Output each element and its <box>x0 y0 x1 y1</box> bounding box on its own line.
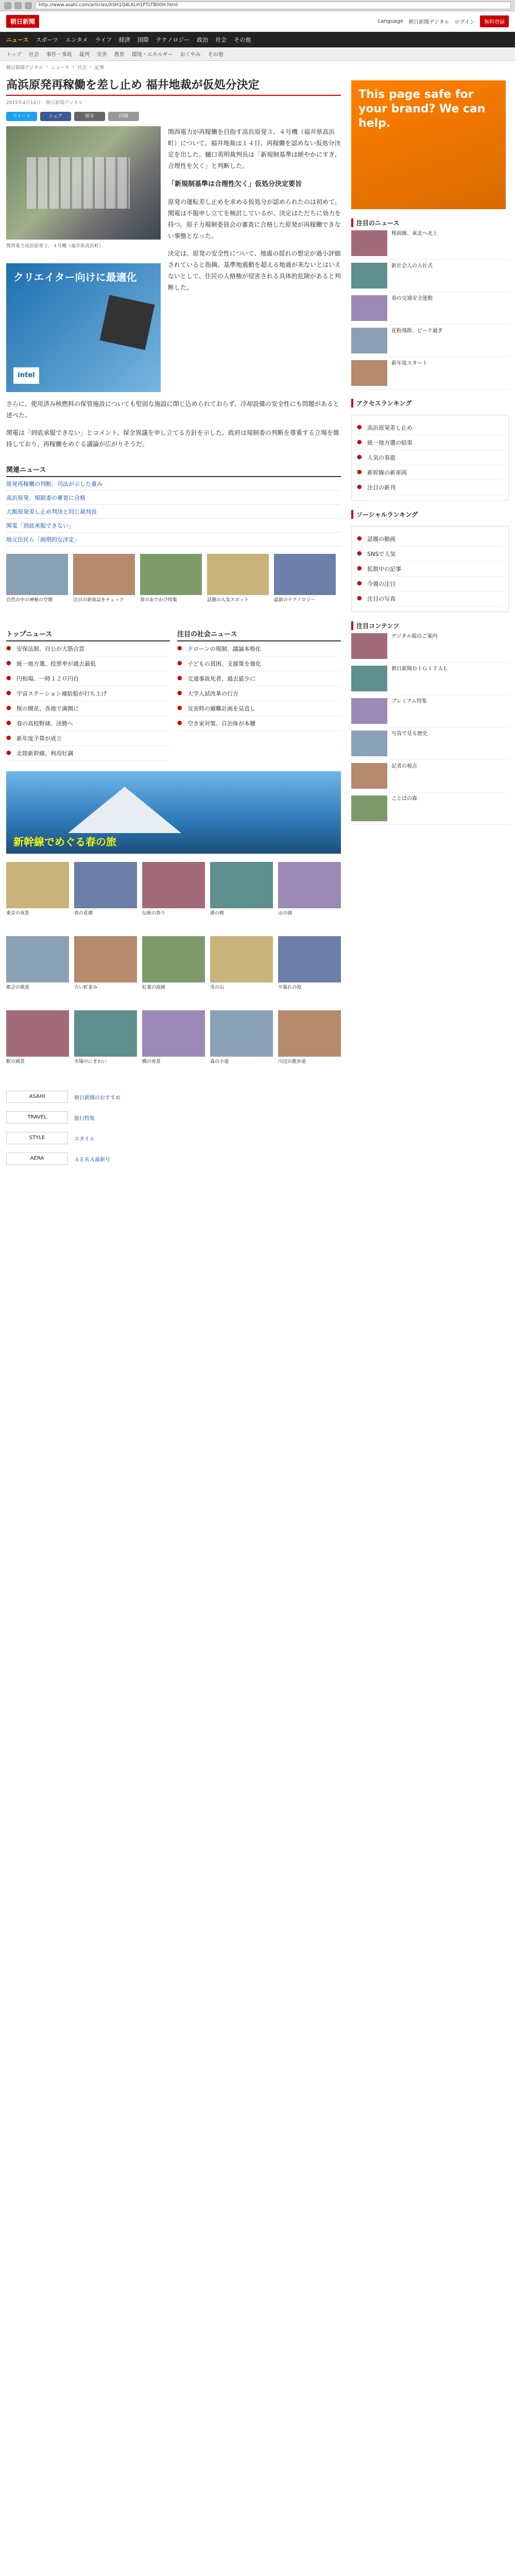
gallery-image <box>210 862 273 908</box>
topnews-item-label: 新年度予算が成立 <box>16 735 62 742</box>
side-news-item[interactable] <box>351 227 509 260</box>
mountain-icon <box>68 787 181 833</box>
topnews-item[interactable] <box>6 656 170 671</box>
side-news-title: デジタル版のご案内 <box>391 634 438 639</box>
side-news-title: 記者の視点 <box>391 764 417 769</box>
related-link[interactable]: 地元住民ら「画期的な決定」 <box>6 533 341 547</box>
related-link[interactable]: 大飯原発差し止め判決と同じ裁判長 <box>6 505 341 519</box>
digital-link[interactable]: 朝日新聞デジタル <box>408 20 450 25</box>
subnav-item-5[interactable]: 教育 <box>114 52 125 58</box>
gallery-item[interactable] <box>6 936 69 1005</box>
body-paragraph: さらに、使用済み核燃料の保管施設についても堅固な施設に閉じ込められておらず、冷却設備の安全性にも問題があると述べた。 <box>6 400 339 419</box>
gallery-image <box>210 936 273 982</box>
ranking-item-label: 統一地方選の結果 <box>367 439 413 446</box>
brand-row[interactable] <box>6 1090 341 1104</box>
social-ranking-title: ソーシャルランキング <box>351 510 509 519</box>
brand-link[interactable]: 旅行特集 <box>74 1115 95 1122</box>
side-news-title: 新年度スタート <box>391 361 427 366</box>
social-ranking-item-label: 拡散中の記事 <box>367 566 401 572</box>
list-bullet-icon: ● <box>357 483 362 490</box>
gallery-item[interactable] <box>74 1010 137 1079</box>
site-logo[interactable]: 朝日新聞 <box>6 15 39 28</box>
subnav-item-7[interactable]: おくやみ <box>180 52 201 58</box>
gallery-item[interactable] <box>6 1010 69 1079</box>
recommend-caption: 最新のテクノロジー <box>274 598 316 603</box>
gallery-item[interactable] <box>142 862 205 931</box>
ranking-title: アクセスランキング <box>351 399 509 408</box>
gallery-item[interactable] <box>278 1010 341 1079</box>
share-bar <box>6 109 341 126</box>
side-news-title: 花粉飛散、ピーク過ぎ <box>391 328 443 334</box>
gallery-image <box>278 936 341 982</box>
social-news-item[interactable] <box>177 716 341 731</box>
category-8[interactable]: 社会 <box>215 37 227 43</box>
gallery-caption: 紅葉の庭園 <box>142 985 166 990</box>
body-paragraph: 決定は、原発の安全性について、地震の揺れの想定が過小評価されていると指摘。基準地震動を超える地震が来ないとはいえないとして、住民の人格権が侵害される具体的危険があると判断した。 <box>168 250 341 291</box>
gallery-image <box>142 1010 205 1057</box>
gallery-caption: 森の小道 <box>210 1059 229 1064</box>
ranking-item[interactable] <box>357 480 503 495</box>
side-news-title: ことばの森 <box>391 796 417 802</box>
category-5[interactable]: 国際 <box>137 37 149 43</box>
side-headlines <box>351 227 509 389</box>
side-news-item[interactable] <box>351 292 509 325</box>
recommend-caption: 注目の新商品をチェック <box>73 598 124 603</box>
category-0[interactable]: ニュース <box>6 37 29 43</box>
side-news-item[interactable] <box>351 630 509 663</box>
gallery-caption: 伝統の祭り <box>142 911 166 916</box>
side-news-image <box>351 666 387 691</box>
gallery-caption: 夕暮れの海 <box>278 985 302 990</box>
ranking-item[interactable] <box>357 450 503 465</box>
back-button[interactable] <box>4 2 11 9</box>
breadcrumb-item[interactable]: 記事 <box>94 65 104 71</box>
social-news-item-label: 交通事故死者、過去最少に <box>187 675 255 682</box>
list-bullet-icon: ● <box>6 704 11 711</box>
related-link[interactable]: 関電「到底承服できない」 <box>6 519 341 533</box>
gallery-caption: 橋の夜景 <box>142 1059 161 1064</box>
side-news-title: 春の交通安全運動 <box>391 296 433 301</box>
body-paragraph: 原発の運転差し止めを求める仮処分が認められたのは初めて。関電は不服申し立てを検討しているが、決定はただちに効力を持つ。原子力規制委員会の審査に合格した原発が再稼働できない事態となった。 <box>168 198 341 240</box>
social-ranking-item-label: SNSで人気 <box>367 551 396 557</box>
social-ranking-item-label: 話題の動画 <box>367 536 396 543</box>
gallery-caption: 市場のにぎわい <box>74 1059 107 1064</box>
topnews-item[interactable] <box>6 701 170 716</box>
subnav-item-1[interactable]: 社会 <box>28 52 39 58</box>
reload-button[interactable] <box>25 2 32 9</box>
topnews-item-label: 円相場、一時１２０円台 <box>16 675 79 682</box>
brand-row[interactable] <box>6 1151 341 1166</box>
list-bullet-icon: ● <box>357 580 362 586</box>
side-news-image <box>351 795 387 821</box>
social-ranking-list <box>351 526 509 612</box>
gallery-item[interactable] <box>210 862 273 931</box>
list-bullet-icon: ● <box>357 550 362 556</box>
gallery-item[interactable] <box>142 1010 205 1079</box>
gallery-caption: 都会の風景 <box>6 985 30 990</box>
category-9[interactable]: その他 <box>234 37 251 43</box>
list-bullet-icon: ● <box>357 453 362 460</box>
gallery-image <box>142 862 205 908</box>
subnav-item-2[interactable]: 事件・事故 <box>46 52 72 58</box>
social-news-item-label: 災害時の避難計画を見直し <box>187 705 255 712</box>
chip-icon <box>100 295 155 350</box>
side-headlines-title: 注目のニュース <box>351 218 509 227</box>
related-list <box>6 477 341 547</box>
breadcrumb-item[interactable]: ニュース <box>51 65 70 71</box>
gallery-item[interactable] <box>278 936 341 1005</box>
gallery-item[interactable] <box>74 936 137 1005</box>
side-news-image <box>351 295 387 321</box>
side-news-image <box>351 633 387 659</box>
side-news-item[interactable] <box>351 357 509 389</box>
body-paragraph: 関電は「到底承服できない」とコメント。保全異議を申し立てる方針を示した。政府は規制委の判断を尊重する立場を維持しており、再稼働をめぐる議論が広がりそうだ。 <box>6 429 339 448</box>
ranking-item[interactable] <box>357 420 503 435</box>
ranking-item-label: 高浜原発差し止め <box>367 425 413 431</box>
list-bullet-icon: ● <box>177 674 182 681</box>
list-bullet-icon: ● <box>357 438 362 445</box>
side-news-title: 桜前線、東北へ北上 <box>391 231 438 236</box>
brand-link[interactable]: スタイル <box>74 1136 95 1142</box>
list-bullet-icon: ● <box>177 704 182 711</box>
breadcrumb-item[interactable]: 社会 <box>77 65 87 71</box>
recommend-image <box>73 554 135 595</box>
side-news-title: プレミアム特集 <box>391 699 427 704</box>
side-news-image <box>351 731 387 756</box>
side-news-image <box>351 263 387 289</box>
social-news-item-label: 大学入試改革の行方 <box>187 690 238 697</box>
language-link[interactable]: Language <box>377 19 404 24</box>
gallery-image <box>74 936 137 982</box>
list-bullet-icon: ● <box>357 423 362 430</box>
list-bullet-icon: ● <box>6 719 11 726</box>
category-navigation <box>0 32 515 47</box>
side-news-item[interactable] <box>351 727 509 760</box>
topnews-item-label: 桜の開花、各地で満開に <box>16 705 79 712</box>
gallery-caption: 山の湖 <box>278 911 293 916</box>
topnews-item[interactable] <box>6 731 170 746</box>
brand-logo: AERA <box>6 1153 68 1165</box>
ranking-item-label: 人気の春旅 <box>367 454 396 461</box>
side-news-image <box>351 763 387 789</box>
social-ranking-item[interactable] <box>357 547 503 562</box>
social-news-item[interactable] <box>177 701 341 716</box>
subnav-item-6[interactable]: 環境・エネルギー <box>131 52 173 58</box>
side-news-image <box>351 698 387 724</box>
main-column <box>6 73 341 1166</box>
list-bullet-icon: ● <box>6 749 11 756</box>
recommend-card[interactable] <box>140 554 202 604</box>
list-bullet-icon: ● <box>177 659 182 666</box>
list-bullet-icon: ● <box>357 468 362 475</box>
social-news-item-label: 子どもの貧困、支援策を強化 <box>187 660 261 667</box>
browser-toolbar <box>0 0 515 11</box>
gallery-caption: 春の花畑 <box>74 911 93 916</box>
address-bar[interactable]: http://www.asahi.com/articles/ASH1Q4LKLH1PTLTB00H.html <box>35 2 511 9</box>
gallery-image <box>278 862 341 908</box>
related-link[interactable]: 原発再稼働の判断、司法が示した重み <box>6 477 341 491</box>
list-bullet-icon: ● <box>6 734 11 741</box>
side-advertisement[interactable]: This page safe for your brand? We can help. <box>351 80 506 209</box>
brand-logo: TRAVEL <box>6 1111 68 1124</box>
list-bullet-icon: ● <box>177 645 182 651</box>
gallery-item[interactable] <box>6 862 69 931</box>
photo-gallery <box>6 862 341 1079</box>
list-bullet-icon: ● <box>357 595 362 601</box>
gallery-item[interactable] <box>142 936 205 1005</box>
brand-logo: ASAHI <box>6 1091 68 1103</box>
topnews-item-label: 北陸新幹線、利用好調 <box>16 750 73 757</box>
share-button[interactable]: シェア <box>40 112 71 121</box>
banner-text: 新幹線でめぐる春の旅 <box>13 836 116 848</box>
social-news-item[interactable] <box>177 641 341 656</box>
gallery-caption: 古い町並み <box>74 985 98 990</box>
related-link[interactable]: 高浜原発、規制委の審査に合格 <box>6 491 341 505</box>
gallery-image <box>6 862 69 908</box>
subnav-item-4[interactable]: 災害 <box>96 52 107 58</box>
chevron-right-icon: › <box>72 64 75 70</box>
ranking-item-label: 注目の新刊 <box>367 484 396 491</box>
advertisement[interactable] <box>6 263 161 392</box>
gallery-item[interactable] <box>210 936 273 1005</box>
related-title: 関連ニュース <box>6 462 341 477</box>
gallery-caption: 東京の夜景 <box>6 911 30 916</box>
brand-link[interactable]: 朝日新聞のおすすめ <box>74 1095 121 1101</box>
topnews-item[interactable] <box>6 746 170 761</box>
topnews-item-label: 春の高校野球、決勝へ <box>16 720 73 727</box>
subnav-item-8[interactable]: その他 <box>208 52 224 58</box>
print-button[interactable]: 印刷 <box>108 112 139 121</box>
brand-row[interactable] <box>6 1131 341 1145</box>
topnews-title: トップニュース <box>6 626 170 641</box>
list-bullet-icon: ● <box>177 719 182 726</box>
social-news-item-label: 空き家対策、自治体が本腰 <box>187 720 255 727</box>
side-news-item[interactable] <box>351 760 509 792</box>
side-news-item[interactable] <box>351 325 509 357</box>
list-bullet-icon: ● <box>6 674 11 681</box>
social-ranking-item-label: 今週の注目 <box>367 581 396 587</box>
intel-logo: intel <box>13 367 39 384</box>
recommend-card[interactable] <box>6 554 68 604</box>
save-button[interactable]: 保存 <box>74 112 105 121</box>
gallery-item[interactable] <box>278 862 341 931</box>
list-bullet-icon: ● <box>177 689 182 696</box>
gallery-image <box>74 1010 137 1057</box>
side-news-image <box>351 360 387 386</box>
topnews-list <box>6 641 170 761</box>
category-2[interactable]: エンタメ <box>65 37 88 43</box>
recommend-image <box>274 554 336 595</box>
side-news-title: 写真で見る歴史 <box>391 731 427 737</box>
category-7[interactable]: 政治 <box>197 37 209 43</box>
side-news-title: 新社会人の入社式 <box>391 263 433 269</box>
recommend-card[interactable] <box>73 554 135 604</box>
social-ranking-item[interactable] <box>357 562 503 577</box>
ranking-item-label: 新幹線の新車両 <box>367 469 407 476</box>
gallery-item[interactable] <box>210 1010 273 1079</box>
article-subhead[interactable]: 「新規制基準は合理性欠く」仮処分決定要旨 <box>168 180 302 188</box>
sidebar <box>351 73 509 1166</box>
ranking-list <box>351 415 509 501</box>
article-date: 2015年4月14日 <box>6 100 41 106</box>
contents-title: 注目コンテンツ <box>351 621 509 630</box>
brand-list <box>6 1090 341 1166</box>
social-news-item[interactable] <box>177 656 341 671</box>
gallery-item[interactable] <box>74 862 137 931</box>
lead-paragraph: 関西電力が再稼働を目指す高浜原発３、４号機（福井県高浜町）について、福井地裁は１４日、再稼働を認めない仮処分決定を出した。樋口英明裁判長は「新規制基準は緩やかにすぎ、合理性を欠く」と判断した。 <box>168 128 341 170</box>
recommend-image <box>140 554 202 595</box>
gallery-caption: 港の朝 <box>210 911 225 916</box>
recommend-image <box>207 554 269 595</box>
side-news-title: 朝日新聞ＤＩＧＩＴＡＬ <box>391 666 448 672</box>
social-news-title: 注目の社会ニュース <box>177 626 341 641</box>
gallery-caption: 雪の山 <box>210 985 225 990</box>
topnews-item-label: 安保法制、自公が大筋合意 <box>16 646 84 652</box>
list-bullet-icon: ● <box>6 689 11 696</box>
category-3[interactable]: ライフ <box>95 37 112 43</box>
photo-caption: 関西電力高浜原発３、４号機（福井県高浜町） <box>6 244 104 249</box>
list-bullet-icon: ● <box>6 645 11 651</box>
topnews-item-label: 統一地方選、投票率が過去最低 <box>16 660 96 667</box>
topnews-item[interactable] <box>6 686 170 701</box>
article-lead <box>168 126 341 392</box>
tweet-button[interactable]: ツイート <box>6 112 37 121</box>
travel-banner[interactable] <box>6 771 341 854</box>
social-ranking-item[interactable] <box>357 577 503 591</box>
chevron-right-icon: › <box>90 64 92 70</box>
side-news-image <box>351 328 387 353</box>
recommend-image <box>6 554 68 595</box>
article-headline: 高浜原発再稼働を差し止め 福井地裁が仮処分決定 <box>6 73 341 96</box>
ranking-item[interactable] <box>357 435 503 450</box>
register-button[interactable]: 無料登録 <box>480 15 509 27</box>
gallery-image <box>6 936 69 982</box>
sub-navigation <box>0 47 515 61</box>
category-6[interactable]: テクノロジー <box>156 37 190 43</box>
social-news-item[interactable] <box>177 686 341 701</box>
breadcrumb <box>0 61 515 73</box>
ranking-item[interactable] <box>357 465 503 480</box>
list-bullet-icon: ● <box>357 535 362 541</box>
side-news-item[interactable] <box>351 663 509 695</box>
recommend-row <box>6 554 341 604</box>
breadcrumb-item[interactable]: 朝日新聞デジタル <box>6 65 43 71</box>
list-bullet-icon: ● <box>357 565 362 571</box>
article-source: 朝日新聞デジタル <box>46 100 83 106</box>
side-news-item[interactable] <box>351 792 509 825</box>
side-news-item[interactable] <box>351 695 509 727</box>
brand-row[interactable] <box>6 1110 341 1125</box>
social-ranking-item[interactable] <box>357 591 503 606</box>
login-link[interactable]: ログイン <box>454 20 475 25</box>
topnews-item-label: 宇宙ステーション補給船が打ち上げ <box>16 690 107 697</box>
article-meta <box>6 96 341 109</box>
contents-list <box>351 630 509 825</box>
ad-title: クリエイター向けに最適化 <box>13 271 137 283</box>
gallery-caption: 川辺の散歩道 <box>278 1059 306 1064</box>
recommend-card[interactable] <box>274 554 336 604</box>
gallery-image <box>142 936 205 982</box>
category-4[interactable]: 経済 <box>118 37 130 43</box>
forward-button[interactable] <box>14 2 22 9</box>
topnews-item[interactable] <box>6 671 170 686</box>
gallery-image <box>210 1010 273 1057</box>
subnav-item-0[interactable]: トップ <box>6 52 22 58</box>
chevron-right-icon: › <box>46 64 48 70</box>
social-news-item-label: ドローンの規制、議論本格化 <box>187 646 261 652</box>
category-1[interactable]: スポーツ <box>36 37 59 43</box>
side-news-item[interactable] <box>351 260 509 292</box>
social-news-list <box>177 641 341 731</box>
topnews-item[interactable] <box>6 716 170 731</box>
subnav-item-3[interactable]: 裁判 <box>79 52 90 58</box>
gallery-caption: 駅の風景 <box>6 1059 25 1064</box>
social-ranking-item[interactable] <box>357 532 503 547</box>
list-bullet-icon: ● <box>6 659 11 666</box>
side-news-image <box>351 230 387 256</box>
brand-link[interactable]: ＡＥＲＡ最新号 <box>74 1157 110 1163</box>
social-news-item[interactable] <box>177 671 341 686</box>
article-photo[interactable] <box>6 126 161 240</box>
gallery-image <box>278 1010 341 1057</box>
recommend-card[interactable] <box>207 554 269 604</box>
brand-logo: STYLE <box>6 1132 68 1144</box>
gallery-image <box>74 862 137 908</box>
top-navigation <box>0 11 515 32</box>
recommend-caption: 話題の人気スポット <box>207 598 249 603</box>
recommend-caption: 自然の中の神秘の空間 <box>6 598 53 603</box>
social-ranking-item-label: 注目の写真 <box>367 596 396 602</box>
recommend-caption: 春のおでかけ特集 <box>140 598 177 603</box>
gallery-image <box>6 1010 69 1057</box>
topnews-item[interactable] <box>6 641 170 656</box>
